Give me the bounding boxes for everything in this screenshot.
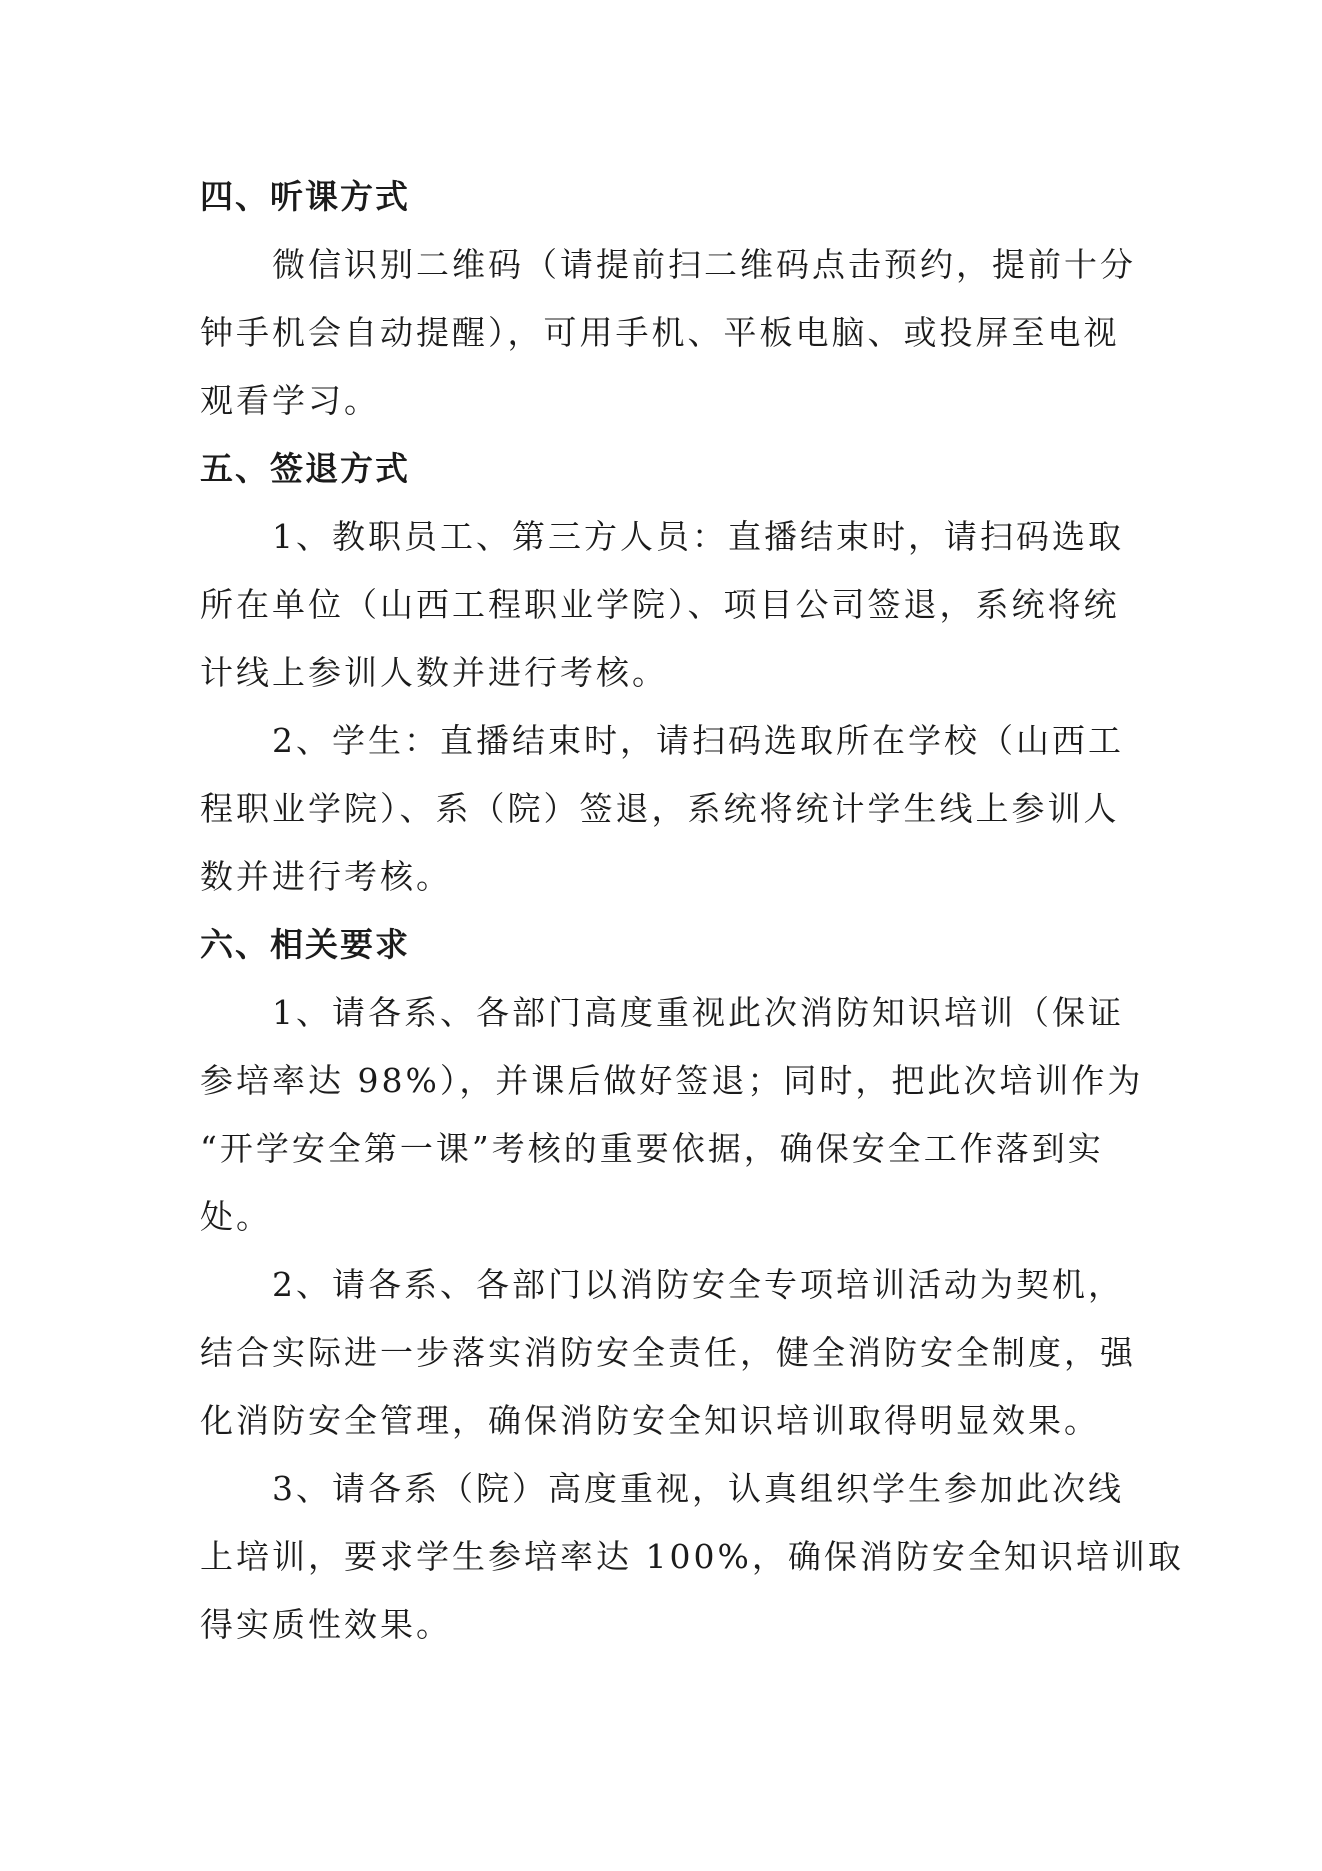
paragraph-listening-method: [200, 231, 1136, 435]
text-line: 2、学生：直播结束时，请扫码选取所在学校（山西工: [272, 721, 1124, 760]
text-line: 钟手机会自动提醒），可用手机、平板电脑、或投屏至电视: [200, 313, 1120, 352]
paragraph-requirement-1: [200, 979, 1144, 1251]
paragraph-requirement-3: [200, 1455, 1184, 1659]
text-line: 2、请各系、各部门以消防安全专项培训活动为契机，: [272, 1265, 1124, 1304]
text-line: 参培率达 98%），并课后做好签退；同时，把此次培训作为: [200, 1061, 1144, 1100]
text-line: 1、教职员工、第三方人员：直播结束时，请扫码选取: [272, 517, 1124, 556]
text-line: 上培训，要求学生参培率达 100%，确保消防安全知识培训取: [200, 1537, 1184, 1576]
text-line: 处。: [200, 1197, 272, 1236]
section-heading-requirements: 六、相关要求: [200, 925, 410, 964]
text-line: 1、请各系、各部门高度重视此次消防知识培训（保证: [272, 993, 1124, 1032]
paragraph-signout-students: [200, 707, 1124, 911]
text-line: “开学安全第一课”考核的重要依据，确保安全工作落到实: [200, 1129, 1104, 1168]
paragraph-requirement-2: [200, 1251, 1136, 1455]
text-line: 计线上参训人数并进行考核。: [200, 653, 668, 692]
text-line: 观看学习。: [200, 381, 380, 420]
document-body: [200, 163, 1184, 1659]
text-line: 所在单位（山西工程职业学院）、项目公司签退，系统将统: [200, 585, 1120, 624]
text-line: 程职业学院）、系（院）签退，系统将统计学生线上参训人: [200, 789, 1120, 828]
text-line: 得实质性效果。: [200, 1605, 452, 1644]
section-heading-listening-method: 四、听课方式: [200, 177, 410, 216]
paragraph-signout-staff: [200, 503, 1124, 707]
text-line: 微信识别二维码（请提前扫二维码点击预约，提前十分: [272, 245, 1136, 284]
text-line: 3、请各系（院）高度重视，认真组织学生参加此次线: [272, 1469, 1124, 1508]
text-line: 数并进行考核。: [200, 857, 452, 896]
section-heading-signout-method: 五、签退方式: [200, 449, 410, 488]
text-line: 化消防安全管理，确保消防安全知识培训取得明显效果。: [200, 1401, 1100, 1440]
text-line: 结合实际进一步落实消防安全责任，健全消防安全制度，强: [200, 1333, 1136, 1372]
